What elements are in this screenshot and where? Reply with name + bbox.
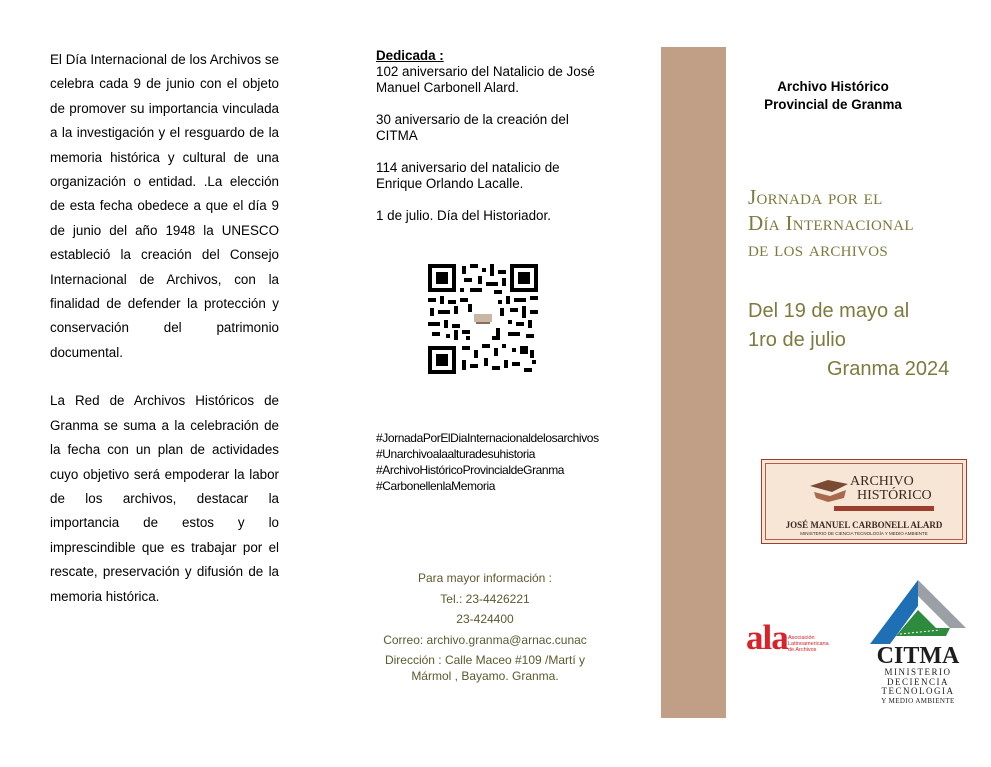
intro-paragraph-1: El Día Internacional de los Archivos se celebra cada 9 de junio con el objeto de promover su importancia vinculada a la investigación y el resguardo de la memoria histórica y cultural de una organización o entidad. .La elección de esta fecha obedece a que el día 9 de junio del año 1948 la UNESCO estableció la creación del Consejo Internacional de Archivos, con la finalidad de defender la protección y conservación del patrimonio documental. [50,52,279,360]
archive-logo-ministry: MINISTERIO DE CIENCIA TECNOLOGÍA Y MEDIO AMBIENTE [800,531,928,536]
archive-logo-name-2: HISTÓRICO [857,488,932,503]
contact-email[interactable]: Correo: archivo.granma@arnac.cunac [383,632,587,647]
event-title-line-3: de los archivos [748,237,889,261]
citma-emblem-icon [870,580,966,644]
dedication-section [376,48,596,240]
intro-paragraph-2: La Red de Archivos Históricos de Granma se suma a la celebración de la fecha con un plan de actividades cuyo objetivo será empoderar la labor de los archivos, destacar la importancia de estos y lo imprescindible que es trabajar por el rescate, preservación y difusión de la memoria histórica. [50,393,279,604]
dedication-title: Dedicada : [376,48,444,63]
event-title-line-1: Jornada por el [748,185,883,209]
event-title-line-2: Día Internacional [748,211,914,235]
hashtags [376,430,611,494]
contact-address: Dirección : Calle Maceo #109 /Martí y Mármol , Bayamo. Granma. [384,653,586,683]
dedication-item-2: 30 aniversario de la creación del CITMA [376,112,569,143]
archive-header-line-1: Archivo Histórico [777,79,889,94]
contact-intro: Para mayor información : [417,571,553,585]
citma-logo-sub-2: DECIENCIA [887,676,949,687]
archive-emblem-icon [808,472,852,506]
ala-logo-subtitle [788,635,858,653]
archive-header-line-2: Provincial de Granma [764,97,902,112]
qr-code[interactable] [428,264,538,374]
hashtag[interactable]: #ArchivoHistóricoProvincialdeGranma [376,463,565,477]
ala-logo-sub-2: Latinoamericana [788,641,829,647]
hashtag[interactable]: #Unarchivoalaalturadesuhistoria [376,447,536,461]
contact-info [372,568,598,684]
dedication-item-3: 114 aniversario del natalicio de Enrique Orlando Lacalle. [376,160,560,191]
ala-logo-word: ala [746,618,788,657]
intro-text [50,48,279,633]
hashtag[interactable]: #JornadaPorElDiaInternacionaldelosarchivos [376,431,599,445]
ala-logo [746,618,856,664]
ala-logo-sub-3: de Archivos [788,647,817,653]
dedication-item-1: 102 aniversario del Natalicio de José Manuel Carbonell Alard. [376,64,595,95]
archive-logo-name-1: ARCHIVO [850,474,914,489]
dedication-item-4: 1 de julio. Día del Historiador. [376,208,551,223]
archive-logo [761,459,967,544]
archive-logo-person: JOSÉ MANUEL CARBONELL ALARD [785,520,943,530]
archive-header [738,78,928,114]
citma-logo-sub-1: MINISTERIO [884,667,952,677]
citma-logo-name: CITMA [876,643,960,669]
archive-logo-stripe [834,506,934,511]
contact-phone-2[interactable]: 23-424400 [456,612,514,626]
decorative-band [661,47,726,718]
dates-line-2: 1ro de julio [748,329,846,351]
ala-logo-sub-1: Asociación [788,635,815,641]
event-dates [748,297,949,384]
hashtag[interactable]: #CarbonellenlaMemoria [376,479,496,493]
event-title [748,184,978,262]
citma-logo-subtitle [868,668,968,706]
citma-logo [868,580,968,712]
citma-logo-sub-3: TECNOLOGIA [881,686,955,696]
dates-line-3: Granma 2024 [827,358,950,380]
dates-line-1: Del 19 de mayo al [748,300,910,322]
contact-phone-1[interactable]: Tel.: 23-4426221 [440,591,530,606]
citma-logo-sub-4: Y MEDIO AMBIENTE [881,696,955,705]
